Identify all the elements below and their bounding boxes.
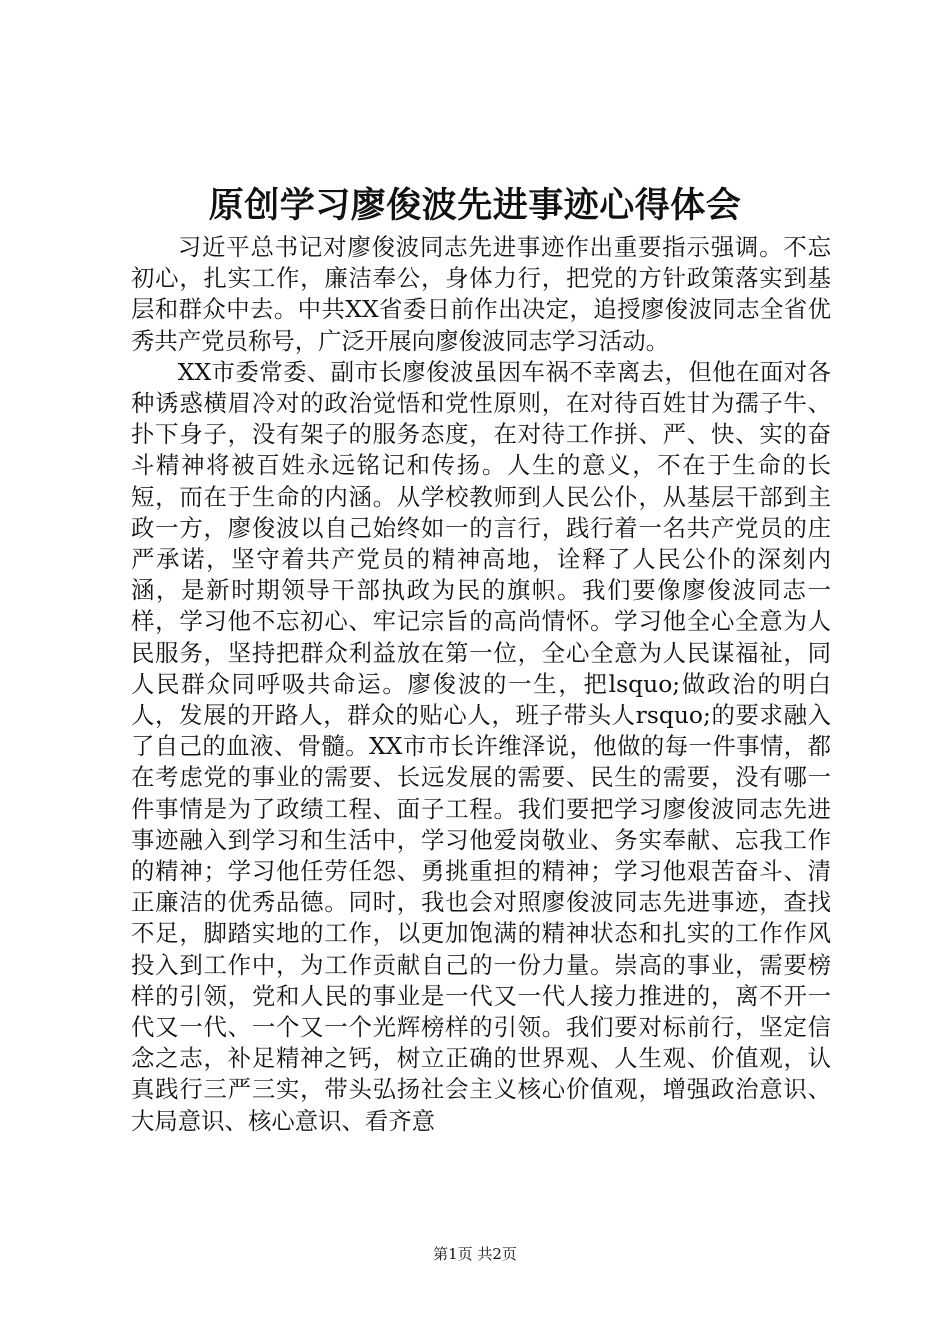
page-footer: 第1页 共2页 xyxy=(433,1245,517,1263)
document-title: 原创学习廖俊波先进事迹心得体会 xyxy=(208,185,742,226)
paragraph: XX市委常委、副市长廖俊波虽因车祸不幸离去，但他在面对各种诱惑横眉冷对的政治觉悟和党性原则，在对待百姓甘为孺子牛、扑下身子，没有架子的服务态度，在对待工作拼、严、快、实的奋斗精神将被百姓永远铭记和传扬。人生的意义，不在于生命的长短，而在于生命的内涵。从学校教师到人民公仆，从基层干部到主政一方，廖俊波以自己始终如一的言行，践行着一名共产党员的庄严承诺，坚守着共产党员的精神高地，诠释了人民公仆的深刻内涵，是新时期领导干部执政为民的旗帜。我们要像廖俊波同志一样，学习他不忘初心、牢记宗旨的高尚情怀。学习他全心全意为人民服务，坚持把群众利益放在第一位，全心全意为人民谋福祉，同人民群众同呼吸共命运。廖俊波的一生，把lsquo;做政治的明白人，发展的开路人，群众的贴心人，班子带头人rsquo;的要求融入了自己的血液、骨髓。XX市市长许维泽说，他做的每一件事情，都在考虑党的事业的需要、长远发展的需要、民生的需要，没有哪一件事情是为了政绩工程、面子工程。我们要把学习廖俊波同志先进事迹融入到学习和生活中，学习他爱岗敬业、务实奉献、忘我工作的精神；学习他任劳任怨、勇挑重担的精神；学习他艰苦奋斗、清正廉洁的优秀品德。同时，我也会对照廖俊波同志先进事迹，查找不足，脚踏实地的工作，以更加饱满的精神状态和扎实的工作作风投入到工作中，为工作贡献自己的一份力量。崇高的事业，需要榜样的引领，党和人民的事业是一代又一代人接力推进的，离不开一代又一代、一个又一个光辉榜样的引领。我们要对标前行，坚定信念之志，补足精神之钙，树立正确的世界观、人生观、价值观，认真践行三严三实，带头弘扬社会主义核心价值观，增强政治意识、大局意识、核心意识、看齐意 xyxy=(131,357,831,1135)
document-body xyxy=(131,232,831,1137)
paragraph: 习近平总书记对廖俊波同志先进事迹作出重要指示强调。不忘初心，扎实工作，廉洁奉公，身体力行，把党的方针政策落实到基层和群众中去。中共XX省委日前作出决定，追授廖俊波同志全省优秀共产党员称号，广泛开展向廖俊波同志学习活动。 xyxy=(131,233,831,355)
